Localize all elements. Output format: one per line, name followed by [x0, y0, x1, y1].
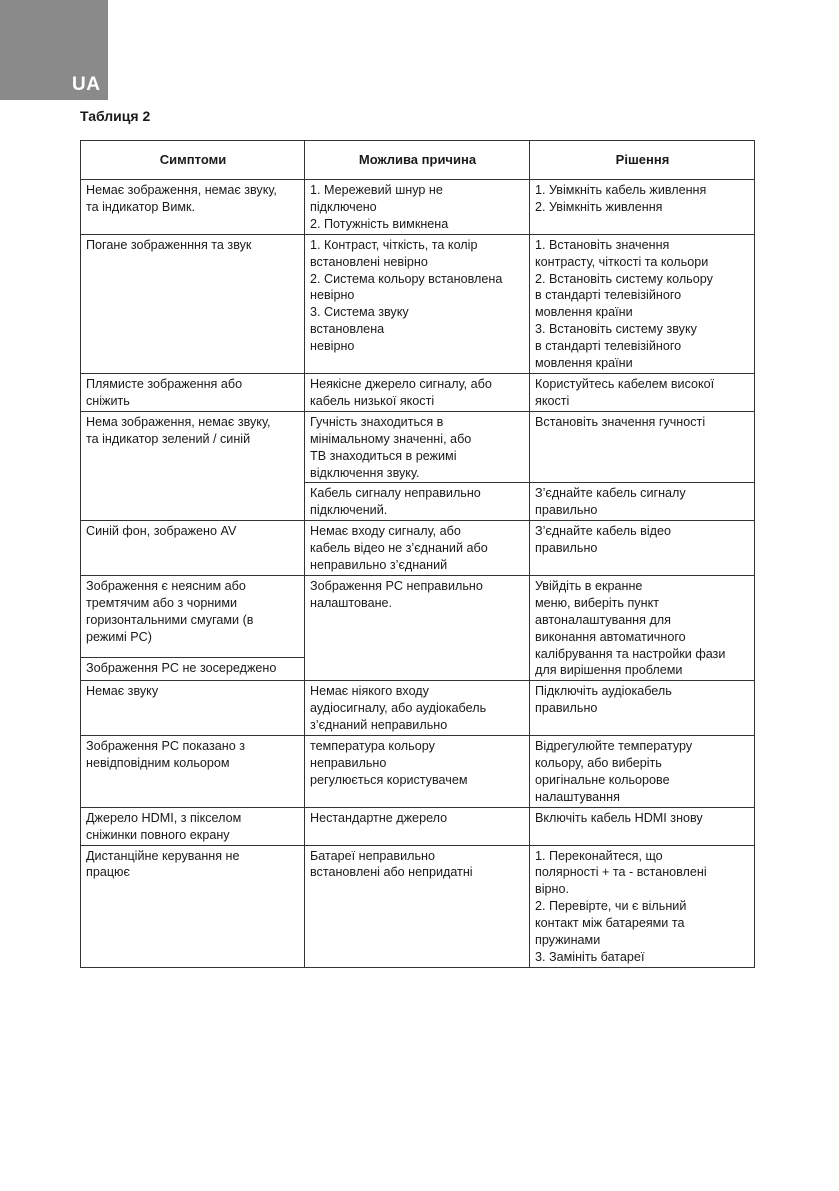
symptom-cell: Немає зображення, немає звуку, та індикатор Вимк.: [81, 180, 305, 235]
table-row: [81, 845, 755, 967]
symptom-cell: Зображення PC показано з невідповідним кольором: [81, 736, 305, 808]
solution-cell: Підключіть аудіокабель правильно: [530, 681, 755, 736]
cause-cell: Кабель сигналу неправильно підключений.: [305, 483, 530, 521]
troubleshooting-table: [80, 140, 755, 968]
cause-cell: 1. Контраст, чіткість, та колір встановлені невірно 2. Система кольору встановлена невірно 3. Система звуку встановлена невірно: [305, 234, 530, 373]
header-possible-cause: Можлива причина: [305, 141, 530, 180]
solution-cell: Відрегулюйте температуру кольору, або виберіть оригінальне кольорове налаштування: [530, 736, 755, 808]
table-row: [81, 180, 755, 235]
solution-cell: 1. Увімкніть кабель живлення 2. Увімкніть живлення: [530, 180, 755, 235]
table-row: [81, 736, 755, 808]
symptom-cell: Синій фон, зображено AV: [81, 521, 305, 576]
cause-cell: Нестандартне джерело: [305, 807, 530, 845]
symptom-cell: Джерело HDMI, з пікселом сніжинки повного екрану: [81, 807, 305, 845]
cause-cell: Немає ніякого входу аудіосигналу, або аудіокабель з’єднаний неправильно: [305, 681, 530, 736]
cause-cell: Гучність знаходиться в мінімальному значенні, або ТВ знаходиться в режимі відключення звуку.: [305, 411, 530, 483]
table-row: [81, 681, 755, 736]
solution-cell: 1. Встановіть значення контрасту, чіткості та кольори 2. Встановіть систему кольору в стандарті телевізійного мовлення країни 3. Встановіть систему звуку в стандарті телевізійного мовлення країни: [530, 234, 755, 373]
cause-cell: Батареї неправильно встановлені або непридатні: [305, 845, 530, 967]
solution-cell: Увійдіть в екранне меню, виберіть пункт автоналаштування для виконання автоматичного калібрування та настройки фази для вирішення проблеми: [530, 575, 755, 680]
symptom-cell: Зображення є неясним або тремтячим або з чорними горизонтальними смугами (в режимі PC): [81, 575, 305, 657]
solution-cell: 1. Переконайтеся, що полярності + та - встановлені вірно. 2. Перевірте, чи є вільний контакт між батареями та пружинами 3. Замініть батареї: [530, 845, 755, 967]
table-row: [81, 234, 755, 373]
cause-cell: Неякісне джерело сигналу, або кабель низької якості: [305, 373, 530, 411]
symptom-cell: Немає звуку: [81, 681, 305, 736]
solution-cell: Встановіть значення гучності: [530, 411, 755, 483]
header-solution: Рішення: [530, 141, 755, 180]
table-row: [81, 373, 755, 411]
cause-cell: Зображення PC неправильно налаштоване.: [305, 575, 530, 680]
table-header-row: [81, 141, 755, 180]
table-row: [81, 807, 755, 845]
table-row: [81, 521, 755, 576]
cause-cell: 1. Мережевий шнур не підключено 2. Потужність вимкнена: [305, 180, 530, 235]
language-tab: [0, 0, 108, 100]
language-label: UA: [72, 74, 101, 95]
table-row: [81, 575, 755, 657]
cause-cell: температура кольору неправильно регулюється користувачем: [305, 736, 530, 808]
symptom-cell: Нема зображення, немає звуку, та індикатор зелений / синій: [81, 411, 305, 520]
symptom-cell: Дистанційне керування не працює: [81, 845, 305, 967]
solution-cell: Користуйтесь кабелем високої якості: [530, 373, 755, 411]
cause-cell: Немає входу сигналу, або кабель відео не з’єднаний або неправильно з’єднаний: [305, 521, 530, 576]
header-symptoms: Симптоми: [81, 141, 305, 180]
table-row: [81, 411, 755, 483]
symptom-cell: Погане зображенння та звук: [81, 234, 305, 373]
solution-cell: Включіть кабель HDMI знову: [530, 807, 755, 845]
table-title: Таблиця 2: [80, 108, 151, 124]
solution-cell: З’єднайте кабель сигналу правильно: [530, 483, 755, 521]
symptom-cell: Зображення PC не зосереджено: [81, 657, 305, 681]
solution-cell: З’єднайте кабель відео правильно: [530, 521, 755, 576]
symptom-cell: Плямисте зображення або сніжить: [81, 373, 305, 411]
